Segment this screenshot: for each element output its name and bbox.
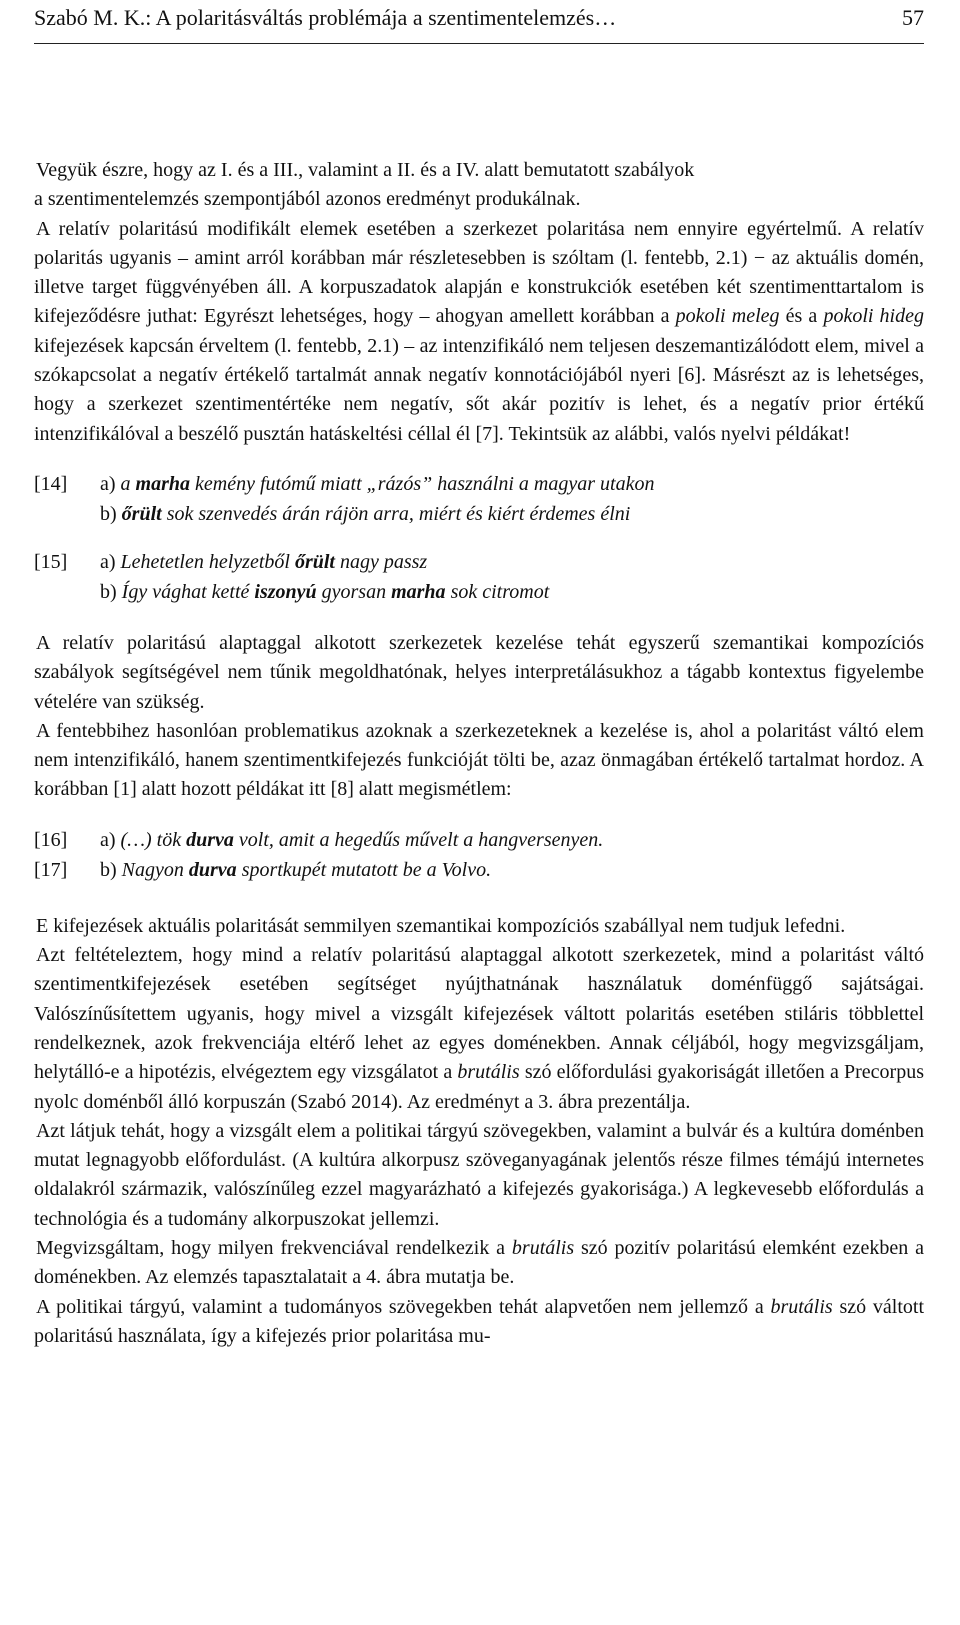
paragraph-5: E kifejezések aktuális polaritását semmilyen szemantikai kompozíciós szabállyal nem tudjuk lefedni. — [36, 914, 846, 937]
paragraph-3: A relatív polaritású alaptaggal alkotott szerkezetek kezelése tehát egyszerű szemantikai kompozíciós szabályok segítségével nem tűnik megoldhatónak, helyes interpretálásukhoz a tágabb kontextus figyelembe vételére van szükség. — [34, 631, 924, 713]
example-number: [17] — [34, 858, 68, 881]
paragraph-4: A fentebbihez hasonlóan problematikus azoknak a szerkezeteknek a kezelése is, ahol a polaritást váltó elem nem intenzifikáló, hanem szentimentkifejezés funkcióját tölti be, azaz önmagában értékelő tartalmat hordoz. A korábban [1] alatt hozott példákat itt [8] alatt megismétlem: — [34, 719, 924, 801]
example-16: [16] a) (…) tök durva volt, amit a hegedűs művelt a hangversenyen. — [34, 825, 924, 855]
example-number: [16] — [34, 828, 68, 851]
example-14a: a) a marha kemény futómű miatt „rázós” használni a magyar utakon — [100, 472, 655, 495]
example-14b: b) őrült sok szenvedés árán rájön arra, miért és kiért érdemes élni — [100, 502, 631, 525]
example-15b: b) Így vághat ketté iszonyú gyorsan marha sok citromot — [100, 580, 550, 603]
example-number: [14] — [34, 472, 68, 495]
paragraph-2: A relatív polaritású modifikált elemek esetében a szerkezet polaritása nem ennyire egyértelmű. A relatív polaritás ugyanis – amint arról korábban már részletesebben is szóltam (l. fentebb, 2.1) − az aktuális domén, illetve target függvényében áll. A korpuszadatok alapján e konstrukciók esetében két szentimenttartalom is kifejeződésre juthat: Egyrészt lehetséges, hogy – ahogyan amellett korábban a pokoli meleg és a pokoli hideg kifejezések kapcsán érveltem (l. fentebb, 2.1) – az intenzifikáló nem teljesen deszemantizálódott elem, mivel a szókapcsolat a negatív értékelő tartalmát annak negatív konnotációjából nyeri [6]. Másrészt az is lehetséges, hogy a szerkezet szentimentértéke nem negatív, sőt akár pozitív is lehet, és a negatív prior értékű intenzifikálóval a beszélő pusztán hatáskeltési céllal él [7]. Tekintsük az alábbi, valós nyelvi példákat! — [34, 217, 924, 445]
body-text — [34, 44, 924, 1351]
running-header — [34, 0, 924, 44]
paragraph-1: Vegyük észre, hogy az I. és a III., valamint a II. és a IV. alatt bemutatott szabályok a szentimentelemzés szempontjából azonos eredményt produkálnak. — [34, 159, 695, 211]
paragraph-7: Azt látjuk tehát, hogy a vizsgált elem a politikai tárgyú szövegekben, valamint a bulvár és a kultúra doménben mutat legnagyobb előfordulást. (A kultúra alkorpusz szöveganyagának jelentős része filmes témájú internetes oldalakról származik, valószínűleg ezzel magyarázható a kifejezés gyakorisága.) A legkevesebb előfordulás a technológia és a tudomány alkorpuszokat jellemzi. — [34, 1119, 924, 1230]
example-17: [17] b) Nagyon durva sportkupét mutatott be a Volvo. — [34, 855, 924, 885]
paragraph-9: A politikai tárgyú, valamint a tudományos szövegekben tehát alapvetően nem jellemző a brutális szó váltott polaritású használata, így a kifejezés prior polaritása mu- — [34, 1295, 925, 1347]
paragraph-6: Azt feltételeztem, hogy mind a relatív polaritású alaptaggal alkotott szerkezetek, mind a polaritást váltó szentimentkifejezések esetében segítséget nyújthatnának használatuk doménfüggő sajátságai. Valószínűsítettem ugyanis, hogy mivel a vizsgált kifejezések váltott polaritás esetében stiláris többlettel rendelkeznek, azok frekvenciája eltérő lehet az egyes doménekben. Annak céljából, hogy megvizsgáljam, helytálló-e a hipotézis, elvégeztem egy vizsgálatot a brutális szó előfordulási gyakoriságát illetően a Precorpus nyolc doménből álló korpuszán (Szabó 2014). Az eredményt a 3. ábra prezentálja. — [34, 944, 924, 1113]
example-14 — [34, 469, 924, 529]
page — [34, 0, 924, 1351]
paragraph-8: Megvizsgáltam, hogy milyen frekvenciával rendelkezik a brutális szó pozitív polaritású elemként ezekben a doménekben. Az elemzés tapasztalatait a 4. ábra mutatja be. — [34, 1237, 924, 1289]
header-title: Szabó M. K.: A polaritásváltás problémája a szentimentelemzés… — [34, 5, 617, 30]
example-15 — [34, 547, 924, 607]
example-number: [15] — [34, 550, 68, 573]
example-15a: a) Lehetetlen helyzetből őrült nagy passz — [100, 550, 428, 573]
page-number: 57 — [902, 5, 924, 30]
